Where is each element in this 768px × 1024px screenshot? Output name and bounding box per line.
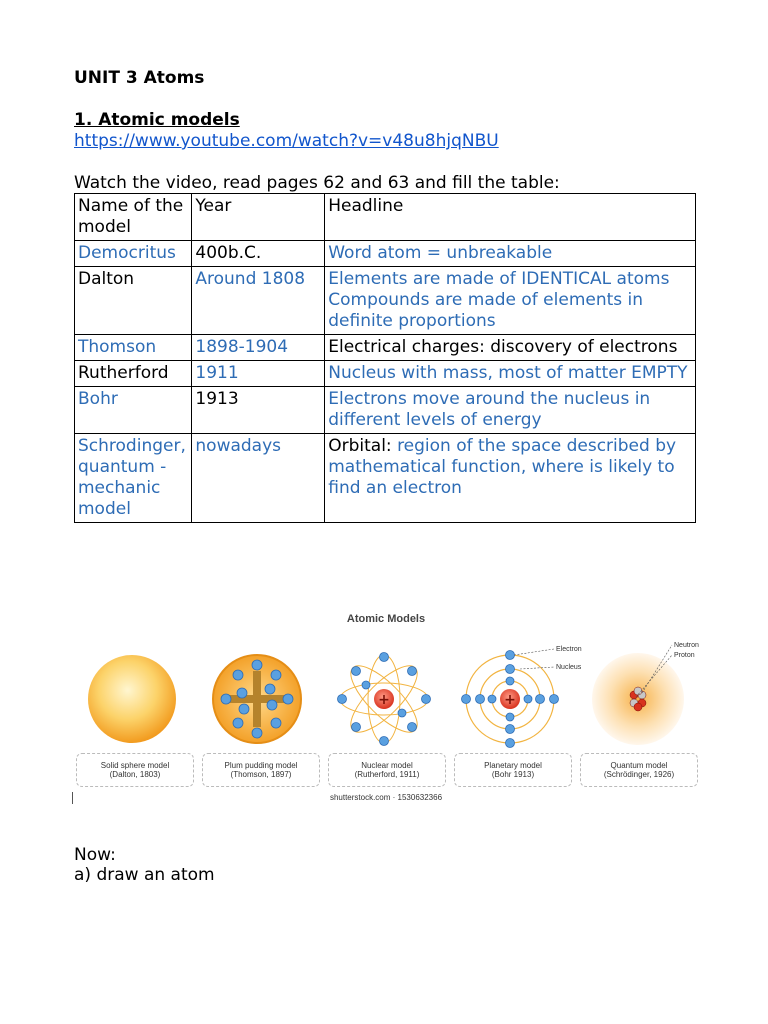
table-row xyxy=(75,434,696,523)
caption-plum-pudding: Plum pudding model (Thomson, 1897) xyxy=(202,753,320,787)
cell-year: 1913 xyxy=(192,387,325,434)
headline-text: Electrical charges: discovery of electrons xyxy=(328,337,678,357)
cell-model-name: Rutherford xyxy=(75,361,192,387)
unit-title: UNIT 3 Atoms xyxy=(74,68,205,88)
cell-model-name: Democritus xyxy=(75,241,192,267)
cell-headline xyxy=(325,361,696,387)
table-row xyxy=(75,241,696,267)
caption-nuclear: Nuclear model (Rutherford, 1911) xyxy=(328,753,446,787)
header-year: Year xyxy=(192,194,325,241)
planetary-model-icon xyxy=(462,646,582,748)
headline-text: Word atom = unbreakable xyxy=(328,243,553,263)
label-electron: Electron xyxy=(556,646,582,653)
label-proton: Proton xyxy=(674,652,695,659)
cell-year: 1911 xyxy=(192,361,325,387)
cell-model-name: Schrodinger, quantum - mechanic model xyxy=(75,434,192,523)
cell-model-name: Bohr xyxy=(75,387,192,434)
cell-model-name: Dalton xyxy=(75,267,192,335)
cell-year: Around 1808 xyxy=(192,267,325,335)
headline-text: Compounds are made of elements in definite proportions xyxy=(328,290,644,331)
text-cursor xyxy=(72,792,73,804)
table-row xyxy=(75,361,696,387)
atomic-models-illustration xyxy=(76,605,699,755)
cell-headline xyxy=(325,267,696,335)
cell-model-name: Thomson xyxy=(75,335,192,361)
instructions-text: Watch the video, read pages 62 and 63 and fill the table: xyxy=(74,173,560,193)
svg-text:+: + xyxy=(378,692,390,708)
label-nucleus: Nucleus xyxy=(556,664,582,671)
cell-headline xyxy=(325,335,696,361)
headline-text: Electrons move around the nucleus in different levels of energy xyxy=(328,389,651,430)
cell-year: 400b.C. xyxy=(192,241,325,267)
atomic-models-table xyxy=(74,193,696,523)
cell-headline xyxy=(325,434,696,523)
table-row xyxy=(75,387,696,434)
atomic-models-figure xyxy=(76,605,699,805)
headline-text: region of the space described by mathematical function, where is likely to find an electron xyxy=(328,436,677,498)
svg-text:+: + xyxy=(504,692,516,708)
nuclear-model-icon xyxy=(338,653,431,746)
header-headline: Headline xyxy=(325,194,696,241)
cell-headline xyxy=(325,387,696,434)
cell-year: 1898-1904 xyxy=(192,335,325,361)
table-row xyxy=(75,335,696,361)
task-draw-atom: a) draw an atom xyxy=(74,865,215,885)
table-header-row xyxy=(75,194,696,241)
cell-year: nowadays xyxy=(192,434,325,523)
caption-planetary: Planetary model (Bohr 1913) xyxy=(454,753,572,787)
figure-title: Atomic Models xyxy=(346,613,426,625)
plum-pudding-icon xyxy=(213,655,301,743)
section-title: 1. Atomic models xyxy=(74,110,240,130)
caption-quantum: Quantum model (Schrödinger, 1926) xyxy=(580,753,698,787)
table-row xyxy=(75,267,696,335)
label-neutron: Neutron xyxy=(674,642,699,649)
quantum-model-icon xyxy=(592,642,699,745)
caption-solid-sphere: Solid sphere model (Dalton, 1803) xyxy=(76,753,194,787)
headline-text: Nucleus with mass, most of matter EMPTY xyxy=(328,363,688,383)
now-label: Now: xyxy=(74,845,116,865)
solid-sphere-icon xyxy=(88,655,176,743)
header-name: Name of the model xyxy=(75,194,192,241)
headline-text: Elements are made of IDENTICAL atoms xyxy=(328,269,670,289)
figure-credit: shutterstock.com · 1530632366 xyxy=(329,793,443,802)
headline-text: Orbital: xyxy=(328,436,398,456)
video-link[interactable]: https://www.youtube.com/watch?v=v48u8hjqNBU xyxy=(74,131,499,151)
cell-headline xyxy=(325,241,696,267)
